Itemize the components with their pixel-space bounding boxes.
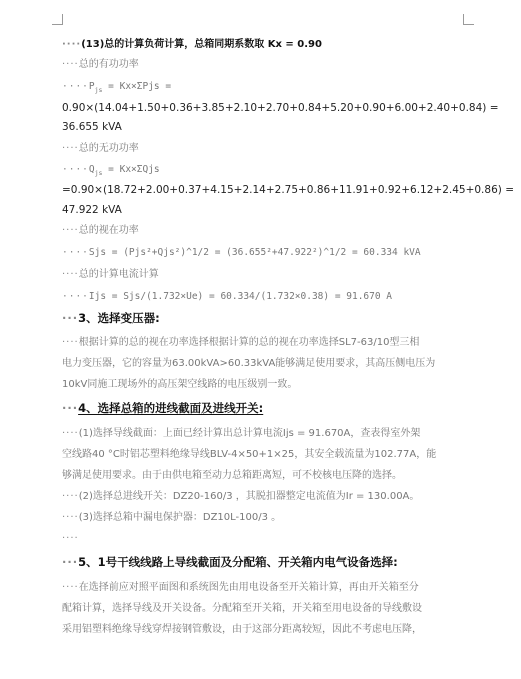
- text-line: ····总的视在功率: [62, 225, 139, 236]
- paragraph-line: 采用铝塑料绝缘导线穿焊接钢管敷设，由于这部分距离较短，因此不考虑电压降，: [62, 624, 422, 635]
- paragraph-line: 10kV同施工现场外的高压架空线路的电压级别一致。: [62, 379, 298, 390]
- paragraph-line: 够满足使用要求。由于由供电箱至动力总箱距离短，可不校核电压降的选择。: [62, 470, 402, 481]
- text-line: ····总的计算电流计算: [62, 269, 159, 280]
- paragraph-line: 电力变压器，它的容量为63.00kVA>60.33kVA能够满足使用要求，其高压侧电压为: [62, 358, 436, 369]
- section-heading-13: ····(13)总的计算负荷计算，总箱同期系数取 Kx = 0.90: [62, 39, 322, 50]
- formula-qjs-values: =0.90×(18.72+2.00+0.37+4.15+2.14+2.75+0.86+11.91+0.92+6.12+2.45+0.86) =: [62, 184, 514, 196]
- formula-qjs: $\cdot\cdot\cdot\cdot Q_{js} = Kx\times\Sigma Qjs$: [62, 164, 160, 177]
- section-heading-4: ···4、选择总箱的进线截面及进线开关:: [62, 401, 264, 415]
- section-heading-3: ···3、选择变压器:: [62, 311, 160, 325]
- formula-pjs-values: 0.90×(14.04+1.50+0.36+3.85+2.10+2.70+0.84+5.20+0.90+6.00+2.40+0.84) =: [62, 102, 499, 114]
- page-corner-mark: [52, 14, 63, 25]
- formula-pjs-result: 36.655 kVA: [62, 121, 122, 133]
- formula-pjs: $\cdot\cdot\cdot\cdot P_{js} = Kx\times\Sigma Pjs$ =: [62, 81, 172, 94]
- text-line: ····总的无功功率: [62, 143, 139, 154]
- formula-ijs: ····Ijs = Sjs/(1.732×Ue) = 60.334/(1.732×0.38) = 91.670 A: [62, 291, 393, 302]
- text-line: ····总的有功功率: [62, 59, 139, 70]
- paragraph-line: 配箱计算，选择导线及开关设备。分配箱至开关箱，开关箱至用电设备的导线敷设: [62, 603, 422, 614]
- paragraph-line: ····(2)选择总进线开关：DZ20-160/3 ，其脱扣器整定电流值为Ir = 130.00A。: [62, 491, 420, 502]
- formula-qjs-result: 47.922 kVA: [62, 204, 122, 216]
- formula-sjs: ····Sjs = (Pjs²+Qjs²)^1/2 = (36.655²+47.922²)^1/2 = 60.334 kVA: [62, 247, 421, 258]
- paragraph-line: ····在选择前应对照平面图和系统图先由用电设备至开关箱计算，再由开关箱至分: [62, 582, 419, 593]
- paragraph-line: ····(1)选择导线截面：上面已经计算出总计算电流Ijs = 91.670A，查表得室外架: [62, 428, 421, 439]
- paragraph-line: ····(3)选择总箱中漏电保护器：DZ10L-100/3 。: [62, 512, 282, 523]
- section-heading-5: ···5、1号干线线路上导线截面及分配箱、开关箱内电气设备选择:: [62, 555, 398, 569]
- paragraph-line: 空线路40 °C时铝芯塑料绝缘导线BLV-4×50+1×25，其安全载流量为102.77A，能: [62, 449, 437, 460]
- page-corner-mark: [463, 14, 474, 25]
- paragraph-line: ····根据计算的总的视在功率选择根据计算的总的视在功率选择SL7-63/10型三相: [62, 337, 420, 348]
- empty-line: ····: [62, 533, 79, 544]
